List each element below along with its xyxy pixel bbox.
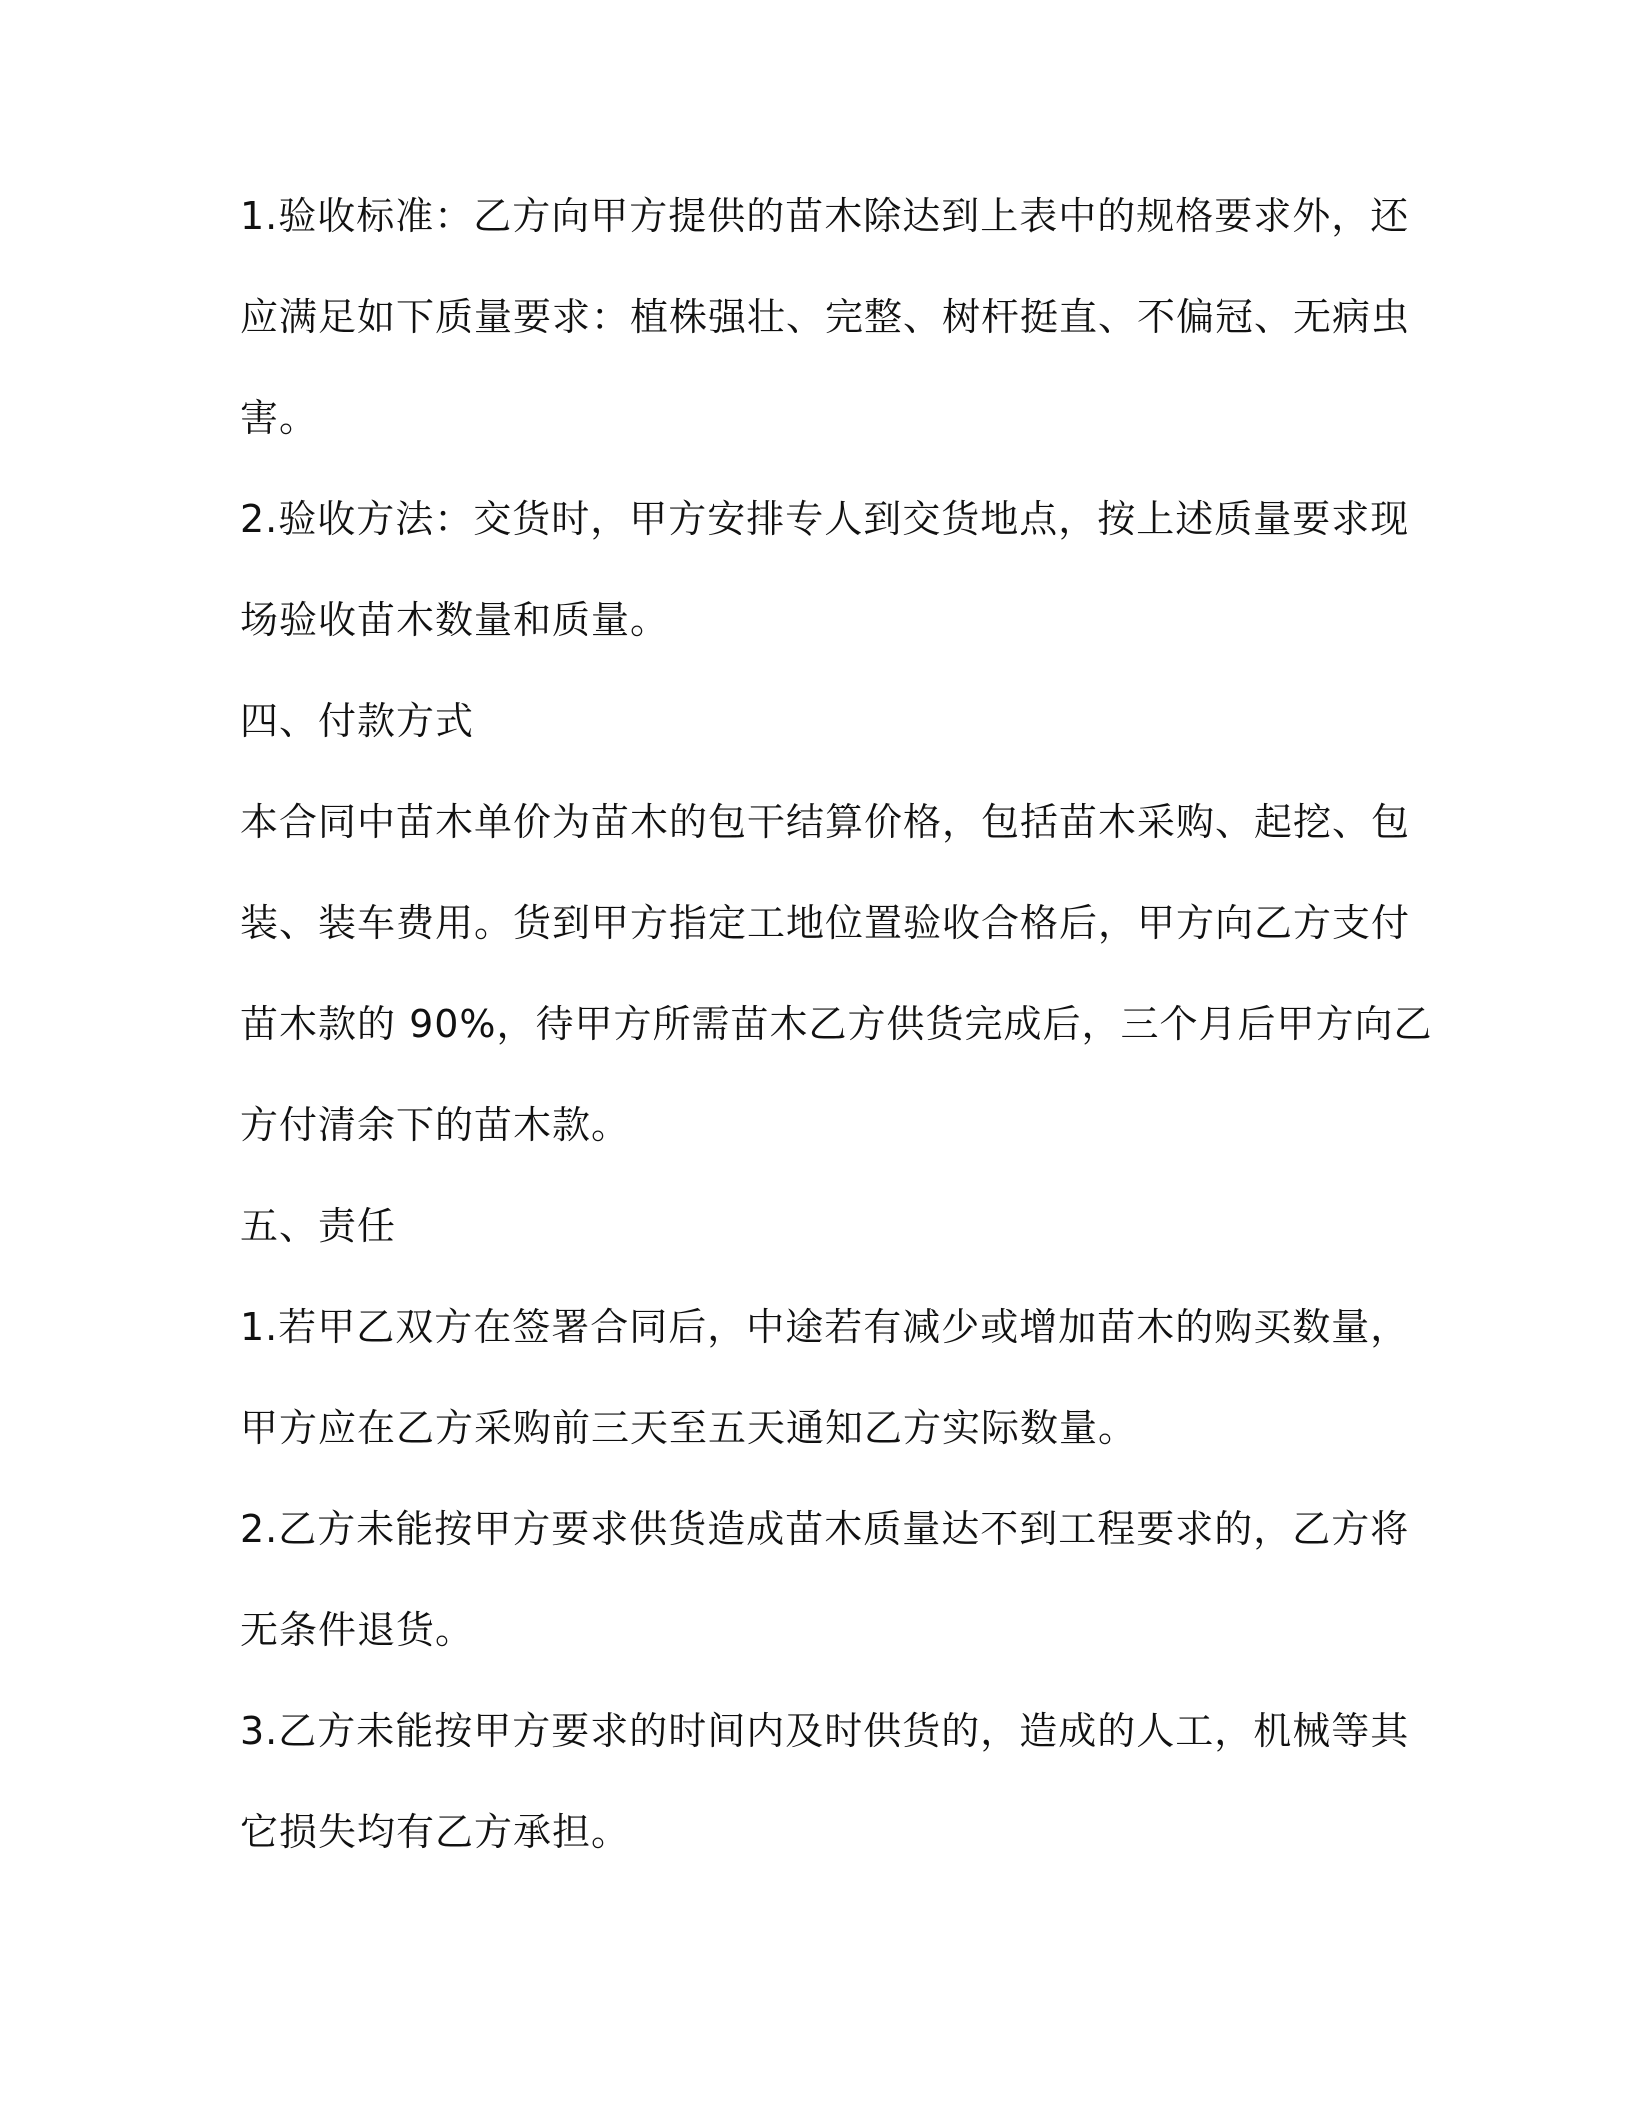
responsibility-clause-3-line-2: 它损失均有乙方承担。 bbox=[240, 1810, 631, 1854]
responsibility-clause-2-line-2: 无条件退货。 bbox=[240, 1608, 475, 1652]
acceptance-method-line-2: 场验收苗木数量和质量。 bbox=[240, 598, 670, 642]
contract-text bbox=[240, 166, 1433, 1883]
responsibility-clause-3-line-1: 3.乙方未能按甲方要求的时间内及时供货的，造成的人工，机械等其 bbox=[240, 1709, 1410, 1753]
payment-paragraph-line-2: 装、装车费用。货到甲方指定工地位置验收合格后，甲方向乙方支付 bbox=[240, 901, 1411, 945]
acceptance-method-line-1: 2.验收方法：交货时，甲方安排专人到交货地点，按上述质量要求现 bbox=[240, 497, 1410, 541]
payment-paragraph-line-3: 苗木款的 90%，待甲方所需苗木乙方供货完成后，三个月后甲方向乙 bbox=[240, 1002, 1433, 1046]
payment-section-heading: 四、付款方式 bbox=[240, 699, 475, 743]
acceptance-standard-line-2: 应满足如下质量要求：植株强壮、完整、树杆挺直、不偏冠、无病虫 bbox=[240, 295, 1411, 339]
acceptance-standard-line-1: 1.验收标准：乙方向甲方提供的苗木除达到上表中的规格要求外，还 bbox=[240, 194, 1410, 238]
responsibility-clause-1-line-1: 1.若甲乙双方在签署合同后，中途若有减少或增加苗木的购买数量， bbox=[240, 1305, 1410, 1349]
acceptance-standard-line-3: 害。 bbox=[240, 396, 319, 440]
payment-paragraph-line-1: 本合同中苗木单价为苗木的包干结算价格，包括苗木采购、起挖、包 bbox=[240, 800, 1411, 844]
responsibility-clause-1-line-2: 甲方应在乙方采购前三天至五天通知乙方实际数量。 bbox=[240, 1406, 1138, 1450]
responsibility-section-heading: 五、责任 bbox=[240, 1204, 397, 1248]
payment-paragraph-line-4: 方付清余下的苗木款。 bbox=[240, 1103, 631, 1147]
responsibility-clause-2-line-1: 2.乙方未能按甲方要求供货造成苗木质量达不到工程要求的，乙方将 bbox=[240, 1507, 1410, 1551]
